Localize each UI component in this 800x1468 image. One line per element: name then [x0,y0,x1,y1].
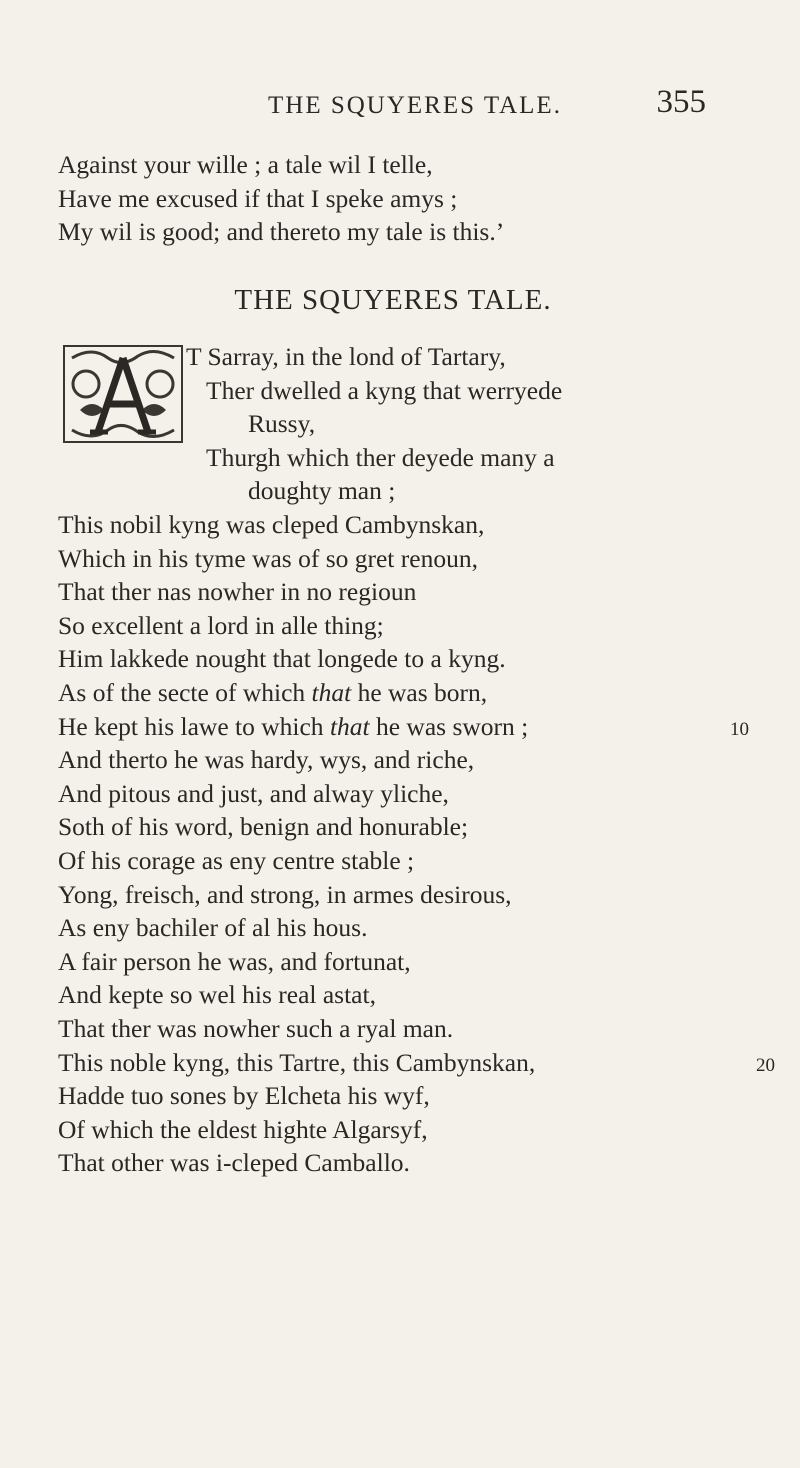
page-number: 355 [656,84,706,120]
verse-line: That ther was nowher such a ryal man. [58,1013,454,1043]
verse-line: My wil is good; and thereto my tale is this.’ [58,217,505,247]
verse-line: And therto he was hardy, wys, and riche, [58,745,475,775]
line-number: 20 [756,1054,775,1076]
verse-text: he was born, [351,677,488,707]
italic-word: that [311,677,352,707]
verse-line: Yong, freisch, and strong, in armes desirous, [58,879,512,909]
verse-line: Against your wille ; a tale wil I telle, [58,150,433,179]
verse-line: Thurgh which ther deyede many a [206,442,555,472]
section-title-text: THE SQUYERES TALE. [234,284,552,316]
verse-text: He kept his lawe to which [58,711,330,741]
verse-line: doughty man ; [248,476,396,506]
verse-line: This nobil kyng was cleped Cambynskan, [58,510,485,539]
verse-line: And pitous and just, and alway yliche, [58,778,449,808]
verse-line: That other was i-cleped Camballo. [58,1148,410,1178]
verse-text: This noble kyng, this Tartre, this Cambynskan, [58,1047,536,1077]
section-title [0,284,800,317]
opening-lines [58,340,758,508]
verse-line: As eny bachiler of al his hous. [58,913,368,943]
verse-line: A fair person he was, and fortunat, [58,946,411,976]
verse-line: Which in his tyme was of so gret renoun, [58,543,478,573]
verse-line [58,710,758,744]
running-head: THE SQUYERES TALE. [268,92,562,119]
verse-line: T Sarray, in the lond of Tartary, [186,342,506,371]
verse-line: Hadde tuo sones by Elcheta his wyf, [58,1081,430,1111]
verse-body [58,508,775,1180]
verse-line: So excellent a lord in alle thing; [58,610,384,640]
verse-line [58,676,758,710]
verse-line: Ther dwelled a kyng that werryede [206,375,563,405]
italic-word: that [329,711,370,741]
verse-line: Of which the eldest highte Algarsyf, [58,1114,428,1144]
verse-text: he was sworn ; [369,711,529,741]
verse-line: That ther nas nowher in no regioun [58,577,417,607]
prologue-ending [58,148,758,249]
verse-line: Have me excused if that I speke amys ; [58,183,458,213]
verse-line: And kepte so wel his real astat, [58,980,376,1010]
verse-line: Russy, [248,409,316,439]
verse-line: Soth of his word, benign and honurable; [58,812,469,842]
verse-line: Of his corage as eny centre stable ; [58,845,415,875]
page-header [0,84,800,128]
verse-line: Him lakkede nought that longede to a kyng. [58,644,506,674]
line-number: 10 [730,718,749,740]
verse-text: As of the secte of which [58,677,312,707]
verse-line [58,1046,775,1080]
